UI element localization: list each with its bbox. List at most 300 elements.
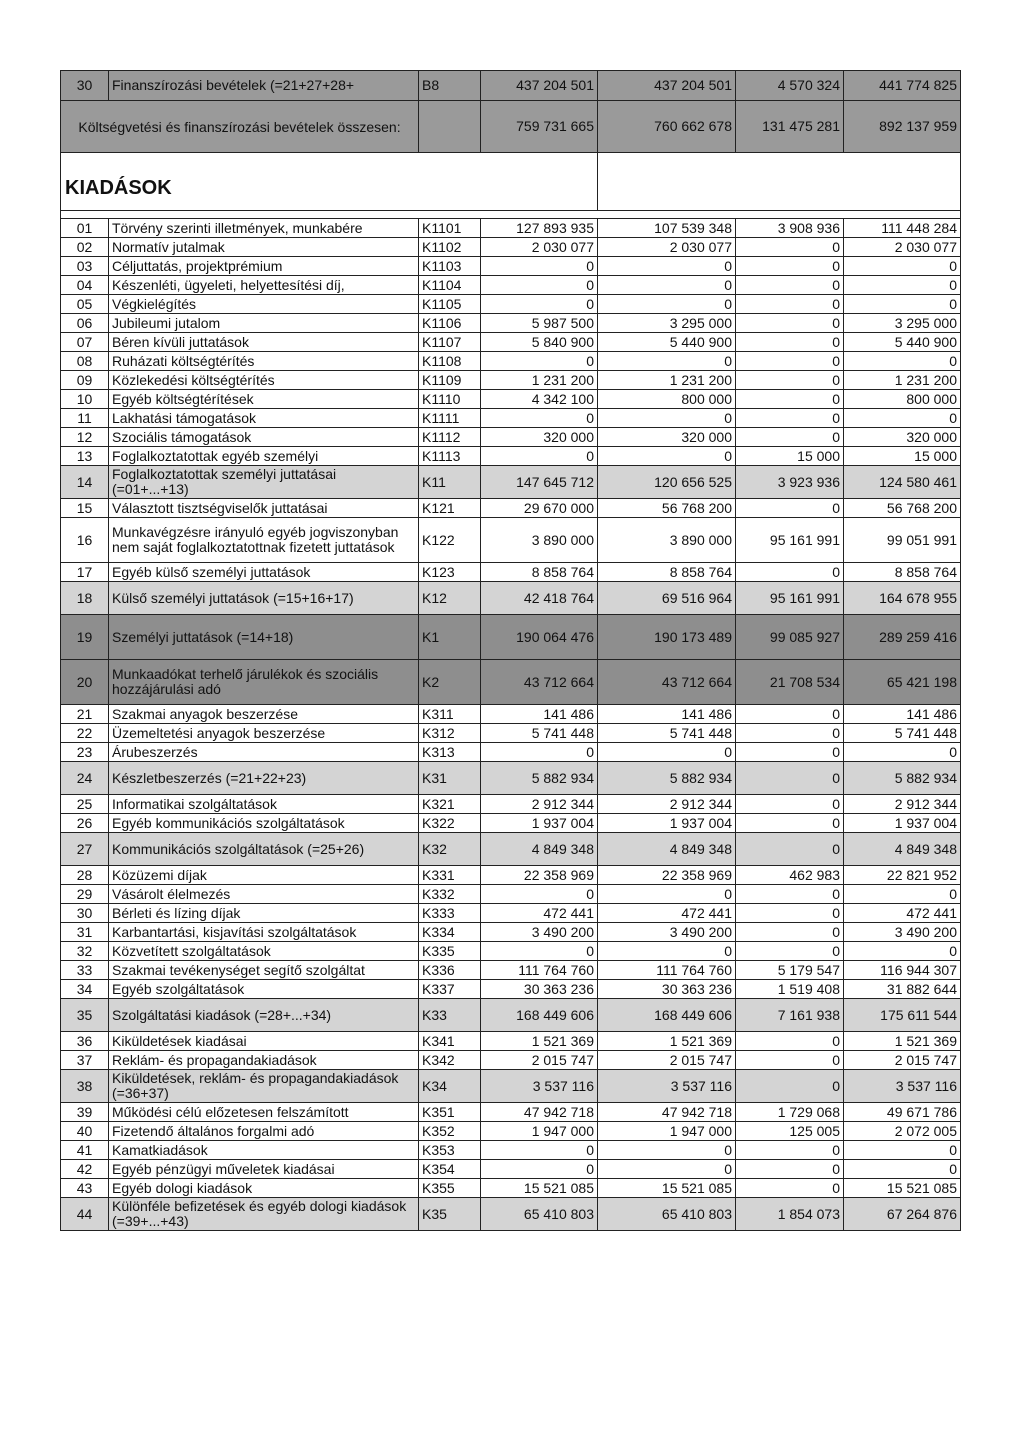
row-code: K12 — [419, 582, 481, 615]
row-code: K312 — [419, 724, 481, 743]
row-code: K1110 — [419, 390, 481, 409]
row-value: 1 947 000 — [598, 1122, 736, 1141]
row-value: 69 516 964 — [598, 582, 736, 615]
row-value: 2 015 747 — [844, 1051, 961, 1070]
row-value: 120 656 525 — [598, 466, 736, 499]
row-number: 36 — [61, 1032, 109, 1051]
row-value: 1 521 369 — [598, 1032, 736, 1051]
row-number: 39 — [61, 1103, 109, 1122]
row-code: K1111 — [419, 409, 481, 428]
row-code: K355 — [419, 1179, 481, 1198]
row-value: 3 490 200 — [481, 923, 598, 942]
row-code: K321 — [419, 795, 481, 814]
table-row — [61, 352, 961, 371]
row-code: K342 — [419, 1051, 481, 1070]
table-row — [61, 762, 961, 795]
row-code: K311 — [419, 705, 481, 724]
row-number: 02 — [61, 238, 109, 257]
table-row — [61, 814, 961, 833]
row-value: 147 645 712 — [481, 466, 598, 499]
row-value: 22 821 952 — [844, 866, 961, 885]
row-value: 1 729 068 — [736, 1103, 844, 1122]
row-name: Karbantartási, kisjavítási szolgáltatások — [109, 923, 419, 942]
row-name: Választott tisztségviselők juttatásai — [109, 499, 419, 518]
table-row — [61, 999, 961, 1032]
row-value: 0 — [736, 885, 844, 904]
row-value: 47 942 718 — [481, 1103, 598, 1122]
row-value: 30 363 236 — [481, 980, 598, 999]
row-number: 06 — [61, 314, 109, 333]
row-code: K11 — [419, 466, 481, 499]
row-name: Egyéb szolgáltatások — [109, 980, 419, 999]
row-value: 0 — [844, 942, 961, 961]
row-value: 0 — [598, 1141, 736, 1160]
row-name: Munkavégzésre irányuló egyéb jogviszonyban nem saját foglalkoztatottnak fizetett juttatások — [109, 518, 419, 563]
row-value: 0 — [598, 743, 736, 762]
row-value: 0 — [598, 257, 736, 276]
row-number: 33 — [61, 961, 109, 980]
row-value: 0 — [481, 743, 598, 762]
row-number: 11 — [61, 409, 109, 428]
row-number: 17 — [61, 563, 109, 582]
row-code: K333 — [419, 904, 481, 923]
row-value: 759 731 665 — [481, 101, 598, 153]
row-value: 320 000 — [481, 428, 598, 447]
row-code: K353 — [419, 1141, 481, 1160]
row-value: 0 — [736, 314, 844, 333]
row-value: 0 — [736, 390, 844, 409]
row-name: Külső személyi juttatások (=15+16+17) — [109, 582, 419, 615]
row-number: 13 — [61, 447, 109, 466]
row-value: 0 — [598, 409, 736, 428]
row-number: 12 — [61, 428, 109, 447]
row-number: 08 — [61, 352, 109, 371]
row-value: 65 410 803 — [598, 1198, 736, 1231]
row-value: 0 — [598, 352, 736, 371]
row-code: K332 — [419, 885, 481, 904]
row-name: Fizetendő általános forgalmi adó — [109, 1122, 419, 1141]
row-name: Készenléti, ügyeleti, helyettesítési díj, — [109, 276, 419, 295]
row-value: 0 — [736, 1179, 844, 1198]
row-value: 7 161 938 — [736, 999, 844, 1032]
row-value: 2 912 344 — [598, 795, 736, 814]
budget-sheet — [60, 70, 960, 1231]
row-value: 5 440 900 — [844, 333, 961, 352]
row-value: 1 937 004 — [598, 814, 736, 833]
row-number: 10 — [61, 390, 109, 409]
row-value: 3 537 116 — [481, 1070, 598, 1103]
row-value: 15 000 — [736, 447, 844, 466]
row-code: K121 — [419, 499, 481, 518]
row-value: 5 840 900 — [481, 333, 598, 352]
row-value: 0 — [844, 409, 961, 428]
row-value: 95 161 991 — [736, 582, 844, 615]
row-number: 37 — [61, 1051, 109, 1070]
row-value: 168 449 606 — [598, 999, 736, 1032]
section-title-blank — [598, 153, 961, 211]
row-value: 2 912 344 — [481, 795, 598, 814]
row-value: 2 030 077 — [598, 238, 736, 257]
table-row — [61, 314, 961, 333]
row-value: 320 000 — [844, 428, 961, 447]
row-number: 28 — [61, 866, 109, 885]
row-value: 141 486 — [844, 705, 961, 724]
spacer-cell — [61, 211, 961, 219]
row-value: 1 521 369 — [844, 1032, 961, 1051]
row-value: 0 — [736, 762, 844, 795]
row-name: Egyéb kommunikációs szolgáltatások — [109, 814, 419, 833]
row-value: 111 764 760 — [481, 961, 598, 980]
row-value: 0 — [736, 833, 844, 866]
row-value: 0 — [481, 295, 598, 314]
row-value: 0 — [844, 885, 961, 904]
row-value: 0 — [736, 238, 844, 257]
row-code: K31 — [419, 762, 481, 795]
row-code: K35 — [419, 1198, 481, 1231]
row-code: K337 — [419, 980, 481, 999]
table-row — [61, 1122, 961, 1141]
table-row — [61, 1141, 961, 1160]
table-row — [61, 582, 961, 615]
row-value: 0 — [736, 276, 844, 295]
row-value: 1 231 200 — [598, 371, 736, 390]
row-name: Különféle befizetések és egyéb dologi kiadások (=39+...+43) — [109, 1198, 419, 1231]
table-row — [61, 942, 961, 961]
row-value: 0 — [736, 1032, 844, 1051]
row-value: 43 712 664 — [481, 660, 598, 705]
row-code: K1104 — [419, 276, 481, 295]
row-value: 289 259 416 — [844, 615, 961, 660]
row-value: 0 — [736, 257, 844, 276]
row-value: 0 — [736, 333, 844, 352]
row-name: Egyéb költségtérítések — [109, 390, 419, 409]
row-code: K322 — [419, 814, 481, 833]
row-value: 437 204 501 — [481, 71, 598, 101]
row-value: 0 — [736, 724, 844, 743]
row-number: 40 — [61, 1122, 109, 1141]
row-value: 5 882 934 — [598, 762, 736, 795]
table-row — [61, 563, 961, 582]
row-number: 30 — [61, 904, 109, 923]
row-name: Egyéb pénzügyi műveletek kiadásai — [109, 1160, 419, 1179]
row-number: 07 — [61, 333, 109, 352]
table-row — [61, 1103, 961, 1122]
row-name: Informatikai szolgáltatások — [109, 795, 419, 814]
row-number: 32 — [61, 942, 109, 961]
row-name: Szakmai tevékenységet segítő szolgáltat — [109, 961, 419, 980]
row-value: 21 708 534 — [736, 660, 844, 705]
row-value: 190 173 489 — [598, 615, 736, 660]
row-number: 35 — [61, 999, 109, 1032]
row-value: 0 — [481, 447, 598, 466]
row-name: Üzemeltetési anyagok beszerzése — [109, 724, 419, 743]
row-value: 22 358 969 — [481, 866, 598, 885]
row-name: Kiküldetések, reklám- és propagandakiadások (=36+37) — [109, 1070, 419, 1103]
section-title-row — [61, 153, 961, 211]
row-value: 5 440 900 — [598, 333, 736, 352]
row-value: 1 937 004 — [844, 814, 961, 833]
row-number: 24 — [61, 762, 109, 795]
row-value: 141 486 — [481, 705, 598, 724]
row-number: 15 — [61, 499, 109, 518]
row-value: 5 741 448 — [481, 724, 598, 743]
row-number: 03 — [61, 257, 109, 276]
table-row — [61, 923, 961, 942]
row-value: 168 449 606 — [481, 999, 598, 1032]
row-value: 15 521 085 — [844, 1179, 961, 1198]
row-value: 3 537 116 — [844, 1070, 961, 1103]
row-value: 0 — [736, 499, 844, 518]
row-value: 0 — [598, 1160, 736, 1179]
row-name: Szociális támogatások — [109, 428, 419, 447]
row-code: K1108 — [419, 352, 481, 371]
table-row — [61, 795, 961, 814]
row-number: 16 — [61, 518, 109, 563]
row-value: 0 — [598, 276, 736, 295]
row-value: 15 521 085 — [598, 1179, 736, 1198]
budget-table — [60, 70, 961, 1231]
row-value: 3 295 000 — [844, 314, 961, 333]
table-row — [61, 1070, 961, 1103]
row-code: K1109 — [419, 371, 481, 390]
row-number: 05 — [61, 295, 109, 314]
row-code: K1113 — [419, 447, 481, 466]
row-value: 56 768 200 — [598, 499, 736, 518]
table-row — [61, 428, 961, 447]
row-number: 18 — [61, 582, 109, 615]
row-name: Költségvetési és finanszírozási bevételek összesen: — [61, 101, 419, 153]
table-row — [61, 1032, 961, 1051]
row-number: 26 — [61, 814, 109, 833]
table-row — [61, 660, 961, 705]
table-row — [61, 238, 961, 257]
table-row — [61, 724, 961, 743]
row-value: 320 000 — [598, 428, 736, 447]
row-value: 0 — [844, 257, 961, 276]
row-value: 5 987 500 — [481, 314, 598, 333]
row-value: 99 085 927 — [736, 615, 844, 660]
row-value: 3 908 936 — [736, 219, 844, 238]
row-number: 20 — [61, 660, 109, 705]
row-value: 0 — [736, 942, 844, 961]
row-code: K335 — [419, 942, 481, 961]
table-row — [61, 615, 961, 660]
row-value: 107 539 348 — [598, 219, 736, 238]
row-value: 43 712 664 — [598, 660, 736, 705]
summary-row — [61, 101, 961, 153]
table-row — [61, 904, 961, 923]
row-value: 131 475 281 — [736, 101, 844, 153]
table-row — [61, 466, 961, 499]
row-name: Kamatkiadások — [109, 1141, 419, 1160]
row-name: Jubileumi jutalom — [109, 314, 419, 333]
table-row — [61, 1179, 961, 1198]
row-code: K1 — [419, 615, 481, 660]
row-value: 95 161 991 — [736, 518, 844, 563]
row-name: Működési célú előzetesen felszámított — [109, 1103, 419, 1122]
row-name: Finanszírozási bevételek (=21+27+28+ — [109, 71, 419, 101]
table-row — [61, 1051, 961, 1070]
row-name: Készletbeszerzés (=21+22+23) — [109, 762, 419, 795]
table-row — [61, 295, 961, 314]
row-value: 8 858 764 — [598, 563, 736, 582]
row-value: 437 204 501 — [598, 71, 736, 101]
row-name: Lakhatási támogatások — [109, 409, 419, 428]
row-name: Közüzemi díjak — [109, 866, 419, 885]
row-value: 1 519 408 — [736, 980, 844, 999]
row-value: 124 580 461 — [844, 466, 961, 499]
row-value: 0 — [844, 1160, 961, 1179]
row-name: Személyi juttatások (=14+18) — [109, 615, 419, 660]
row-value: 0 — [736, 923, 844, 942]
row-code: K354 — [419, 1160, 481, 1179]
spacer-row — [61, 211, 961, 219]
row-value: 0 — [598, 447, 736, 466]
row-value: 0 — [844, 276, 961, 295]
row-value: 1 947 000 — [481, 1122, 598, 1141]
row-value: 462 983 — [736, 866, 844, 885]
row-value: 1 231 200 — [481, 371, 598, 390]
row-value: 111 448 284 — [844, 219, 961, 238]
table-row — [61, 705, 961, 724]
row-value: 1 937 004 — [481, 814, 598, 833]
row-value: 3 923 936 — [736, 466, 844, 499]
row-value: 2 030 077 — [481, 238, 598, 257]
row-value: 760 662 678 — [598, 101, 736, 153]
row-name: Foglalkoztatottak egyéb személyi — [109, 447, 419, 466]
row-value: 2 015 747 — [481, 1051, 598, 1070]
row-value: 0 — [844, 295, 961, 314]
row-value: 99 051 991 — [844, 518, 961, 563]
table-row — [61, 518, 961, 563]
row-code: K1107 — [419, 333, 481, 352]
table-row — [61, 276, 961, 295]
row-value: 116 944 307 — [844, 961, 961, 980]
row-number: 19 — [61, 615, 109, 660]
row-value: 47 942 718 — [598, 1103, 736, 1122]
row-code: K331 — [419, 866, 481, 885]
row-value: 0 — [736, 1070, 844, 1103]
row-value: 8 858 764 — [481, 563, 598, 582]
table-row — [61, 257, 961, 276]
row-value: 141 486 — [598, 705, 736, 724]
row-value: 190 064 476 — [481, 615, 598, 660]
row-number: 09 — [61, 371, 109, 390]
row-value: 472 441 — [844, 904, 961, 923]
table-row — [61, 743, 961, 762]
row-value: 49 671 786 — [844, 1103, 961, 1122]
row-value: 441 774 825 — [844, 71, 961, 101]
row-name: Kommunikációs szolgáltatások (=25+26) — [109, 833, 419, 866]
row-number: 41 — [61, 1141, 109, 1160]
row-value: 2 030 077 — [844, 238, 961, 257]
row-value: 2 015 747 — [598, 1051, 736, 1070]
table-row — [61, 333, 961, 352]
row-code: K1105 — [419, 295, 481, 314]
row-value: 15 000 — [844, 447, 961, 466]
row-number: 23 — [61, 743, 109, 762]
row-value: 4 849 348 — [481, 833, 598, 866]
row-name: Vásárolt élelmezés — [109, 885, 419, 904]
row-value: 164 678 955 — [844, 582, 961, 615]
row-code: K351 — [419, 1103, 481, 1122]
row-number: 27 — [61, 833, 109, 866]
row-value: 4 849 348 — [598, 833, 736, 866]
row-value: 31 882 644 — [844, 980, 961, 999]
row-value: 125 005 — [736, 1122, 844, 1141]
row-value: 15 521 085 — [481, 1179, 598, 1198]
row-value: 472 441 — [598, 904, 736, 923]
row-value: 3 537 116 — [598, 1070, 736, 1103]
row-value: 4 849 348 — [844, 833, 961, 866]
row-value: 3 490 200 — [598, 923, 736, 942]
row-name: Törvény szerinti illetmények, munkabére — [109, 219, 419, 238]
table-row — [61, 961, 961, 980]
table-row — [61, 833, 961, 866]
row-value: 0 — [598, 942, 736, 961]
table-row — [61, 390, 961, 409]
row-value: 0 — [736, 1051, 844, 1070]
row-number: 01 — [61, 219, 109, 238]
row-value: 0 — [736, 409, 844, 428]
row-value: 0 — [481, 257, 598, 276]
row-code: K341 — [419, 1032, 481, 1051]
row-value: 0 — [481, 409, 598, 428]
row-value: 5 741 448 — [844, 724, 961, 743]
row-value: 0 — [736, 1141, 844, 1160]
row-code: K334 — [419, 923, 481, 942]
row-number: 04 — [61, 276, 109, 295]
table-row — [61, 885, 961, 904]
row-value: 22 358 969 — [598, 866, 736, 885]
row-value: 0 — [736, 1160, 844, 1179]
table-row — [61, 866, 961, 885]
row-value: 0 — [481, 885, 598, 904]
row-number: 44 — [61, 1198, 109, 1231]
row-value: 0 — [844, 352, 961, 371]
row-name: Kiküldetések kiadásai — [109, 1032, 419, 1051]
row-value: 175 611 544 — [844, 999, 961, 1032]
row-code: K32 — [419, 833, 481, 866]
row-number: 42 — [61, 1160, 109, 1179]
row-value: 0 — [844, 743, 961, 762]
row-number: 25 — [61, 795, 109, 814]
row-number: 29 — [61, 885, 109, 904]
row-value: 0 — [481, 352, 598, 371]
row-name: Szolgáltatási kiadások (=28+...+34) — [109, 999, 419, 1032]
row-value: 0 — [481, 276, 598, 295]
row-number: 30 — [61, 71, 109, 101]
row-value: 30 363 236 — [598, 980, 736, 999]
row-value: 800 000 — [844, 390, 961, 409]
table-row — [61, 1198, 961, 1231]
table-row — [61, 219, 961, 238]
row-code: K352 — [419, 1122, 481, 1141]
row-name: Egyéb dologi kiadások — [109, 1179, 419, 1198]
row-value: 127 893 935 — [481, 219, 598, 238]
row-name: Béren kívüli juttatások — [109, 333, 419, 352]
row-code: K33 — [419, 999, 481, 1032]
row-name: Normatív jutalmak — [109, 238, 419, 257]
row-value: 4 342 100 — [481, 390, 598, 409]
table-row — [61, 409, 961, 428]
row-value: 5 882 934 — [844, 762, 961, 795]
row-name: Szakmai anyagok beszerzése — [109, 705, 419, 724]
row-value: 2 072 005 — [844, 1122, 961, 1141]
row-code: K34 — [419, 1070, 481, 1103]
row-name: Céljuttatás, projektprémium — [109, 257, 419, 276]
row-value: 0 — [736, 295, 844, 314]
